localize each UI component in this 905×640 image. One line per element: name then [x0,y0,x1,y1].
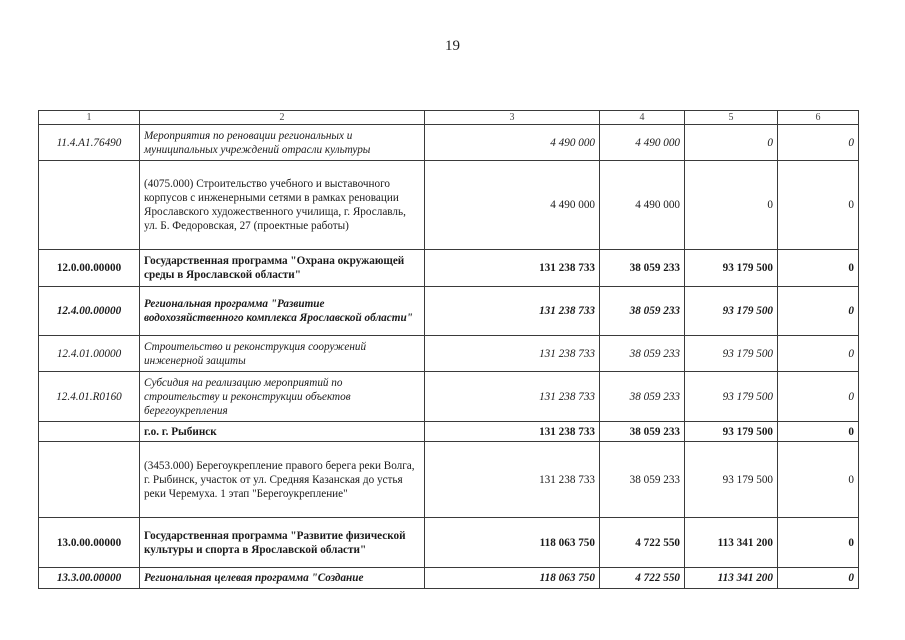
column-header: 3 [425,111,600,125]
row-col6: 0 [778,250,859,287]
table-row [39,422,859,442]
table-row [39,568,859,589]
row-code: 12.4.00.00000 [39,287,140,336]
row-col4: 38 059 233 [600,422,685,442]
row-col3: 118 063 750 [425,568,600,589]
row-col3: 131 238 733 [425,442,600,518]
row-col5: 93 179 500 [685,336,778,372]
row-col4: 38 059 233 [600,336,685,372]
column-header: 2 [140,111,425,125]
row-code [39,422,140,442]
row-code: 12.4.01.00000 [39,336,140,372]
row-name: (3453.000) Берегоукрепление правого берега реки Волга, г. Рыбинск, участок от ул. Средняя Казанская до устья реки Черемуха. 1 этап "Берегоукрепление" [140,442,425,518]
row-col3: 118 063 750 [425,518,600,568]
row-col5: 93 179 500 [685,372,778,422]
row-col5: 0 [685,125,778,161]
row-col5: 0 [685,161,778,250]
row-col6: 0 [778,372,859,422]
row-col3: 131 238 733 [425,372,600,422]
row-col3: 131 238 733 [425,287,600,336]
row-code: 11.4.A1.76490 [39,125,140,161]
row-name: Государственная программа "Развитие физической культуры и спорта в Ярославской области" [140,518,425,568]
row-col4: 4 722 550 [600,518,685,568]
row-col5: 93 179 500 [685,422,778,442]
table-row [39,287,859,336]
row-code [39,161,140,250]
table-row [39,372,859,422]
row-name: г.о. г. Рыбинск [140,422,425,442]
row-name: Строительство и реконструкция сооружений инженерной защиты [140,336,425,372]
column-header: 5 [685,111,778,125]
page-number: 19 [445,38,460,54]
table-header-row [39,111,859,125]
row-col4: 38 059 233 [600,372,685,422]
table-row [39,125,859,161]
row-col6: 0 [778,125,859,161]
row-name: Региональная целевая программа "Создание [140,568,425,589]
row-col4: 38 059 233 [600,250,685,287]
row-col3: 131 238 733 [425,422,600,442]
row-name: Региональная программа "Развитие водохозяйственного комплекса Ярославской области" [140,287,425,336]
row-code: 13.0.00.00000 [39,518,140,568]
row-col5: 93 179 500 [685,287,778,336]
row-col6: 0 [778,161,859,250]
column-header: 6 [778,111,859,125]
table-row [39,161,859,250]
row-col6: 0 [778,287,859,336]
row-col5: 93 179 500 [685,250,778,287]
row-code: 13.3.00.00000 [39,568,140,589]
row-name: Мероприятия по реновации региональных и муниципальных учреждений отрасли культуры [140,125,425,161]
row-col4: 4 722 550 [600,568,685,589]
row-col5: 113 341 200 [685,568,778,589]
table-row [39,250,859,287]
row-col3: 4 490 000 [425,125,600,161]
row-col4: 4 490 000 [600,125,685,161]
row-name: (4075.000) Строительство учебного и выставочного корпусов с инженерными сетями в рамках реновации Ярославского художественного училища, г. Ярославль, ул. Б. Федоровская, 27 (проектные работы) [140,161,425,250]
budget-table [38,110,859,589]
column-header: 4 [600,111,685,125]
row-col4: 4 490 000 [600,161,685,250]
row-col3: 4 490 000 [425,161,600,250]
row-col3: 131 238 733 [425,250,600,287]
row-col3: 131 238 733 [425,336,600,372]
row-name: Государственная программа "Охрана окружающей среды в Ярославской области" [140,250,425,287]
row-code: 12.4.01.R0160 [39,372,140,422]
row-col5: 93 179 500 [685,442,778,518]
row-col6: 0 [778,442,859,518]
column-header: 1 [39,111,140,125]
row-col6: 0 [778,568,859,589]
row-col5: 113 341 200 [685,518,778,568]
table-row [39,336,859,372]
table-row [39,518,859,568]
row-col6: 0 [778,422,859,442]
row-col4: 38 059 233 [600,287,685,336]
row-code: 12.0.00.00000 [39,250,140,287]
row-col6: 0 [778,518,859,568]
table-row [39,442,859,518]
row-code [39,442,140,518]
row-col4: 38 059 233 [600,442,685,518]
row-col6: 0 [778,336,859,372]
row-name: Субсидия на реализацию мероприятий по строительству и реконструкции объектов берегоукрепления [140,372,425,422]
